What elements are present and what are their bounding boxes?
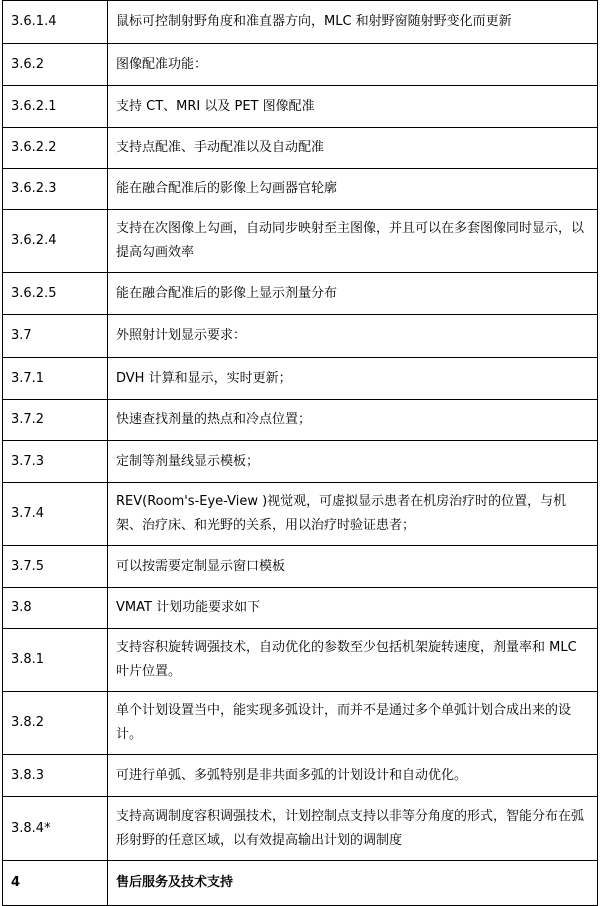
row-number: 3.7.3 [3,441,108,483]
table-row [3,400,598,441]
row-number: 3.6.2.4 [3,210,108,273]
row-text: 外照射计划显示要求： [108,315,598,358]
table-row [3,128,598,169]
row-number: 3.6.2.2 [3,128,108,169]
row-number: 3.6.2.1 [3,86,108,128]
row-number: 3.7 [3,315,108,358]
row-text: 单个计划设置当中，能实现多弧设计，而并不是通过多个单弧计划合成出来的设计。 [108,692,598,755]
row-number: 3.6.1.4 [3,1,108,44]
table-row [3,358,598,400]
table-row [3,483,598,546]
table-row [3,546,598,588]
table-row [3,692,598,755]
table-row [3,1,598,44]
table-row [3,441,598,483]
row-number: 3.8 [3,588,108,629]
row-text: 支持点配准、手动配准以及自动配准 [108,128,598,169]
row-text: 能在融合配准后的影像上勾画器官轮廓 [108,169,598,210]
row-text: 支持在次图像上勾画，自动同步映射至主图像，并且可以在多套图像同时显示，以提高勾画效率 [108,210,598,273]
row-text: 售后服务及技术支持 [108,861,598,906]
table-row [3,797,598,861]
row-number: 3.8.1 [3,629,108,692]
row-number: 3.6.2.3 [3,169,108,210]
row-text: 图像配准功能： [108,44,598,86]
table-row [3,861,598,906]
row-number: 3.8.4* [3,797,108,861]
row-text: 支持容积旋转调强技术，自动优化的参数至少包括机架旋转速度，剂量率和 MLC 叶片位置。 [108,629,598,692]
row-number: 3.7.5 [3,546,108,588]
table-row [3,44,598,86]
row-number: 3.7.4 [3,483,108,546]
row-number: 3.8.3 [3,755,108,797]
table-row [3,629,598,692]
row-number: 3.8.2 [3,692,108,755]
table-row [3,86,598,128]
row-number: 3.7.2 [3,400,108,441]
row-text: 可进行单弧、多弧特别是非共面多弧的计划设计和自动优化。 [108,755,598,797]
row-number: 4 [3,861,108,906]
table-row [3,315,598,358]
row-text: 支持高调制度容积调强技术，计划控制点支持以非等分角度的形式，智能分布在弧形射野的任意区域，以有效提高输出计划的调制度 [108,797,598,861]
row-number: 3.7.1 [3,358,108,400]
row-text: REV(Room's-Eye-View )视觉观，可虚拟显示患者在机房治疗时的位置，与机架、治疗床、和光野的关系，用以治疗时验证患者； [108,483,598,546]
row-text: VMAT 计划功能要求如下 [108,588,598,629]
table-row [3,273,598,315]
row-number: 3.6.2.5 [3,273,108,315]
row-number: 3.6.2 [3,44,108,86]
table-row [3,169,598,210]
table-row [3,210,598,273]
row-text: 可以按需要定制显示窗口模板 [108,546,598,588]
row-text: 定制等剂量线显示模板； [108,441,598,483]
table-row [3,588,598,629]
table-row [3,755,598,797]
row-text: 支持 CT、MRI 以及 PET 图像配准 [108,86,598,128]
row-text: 鼠标可控制射野角度和准直器方向，MLC 和射野窗随射野变化而更新 [108,1,598,44]
spec-table [2,0,598,906]
row-text: 能在融合配准后的影像上显示剂量分布 [108,273,598,315]
row-text: DVH 计算和显示，实时更新； [108,358,598,400]
row-text: 快速查找剂量的热点和冷点位置； [108,400,598,441]
